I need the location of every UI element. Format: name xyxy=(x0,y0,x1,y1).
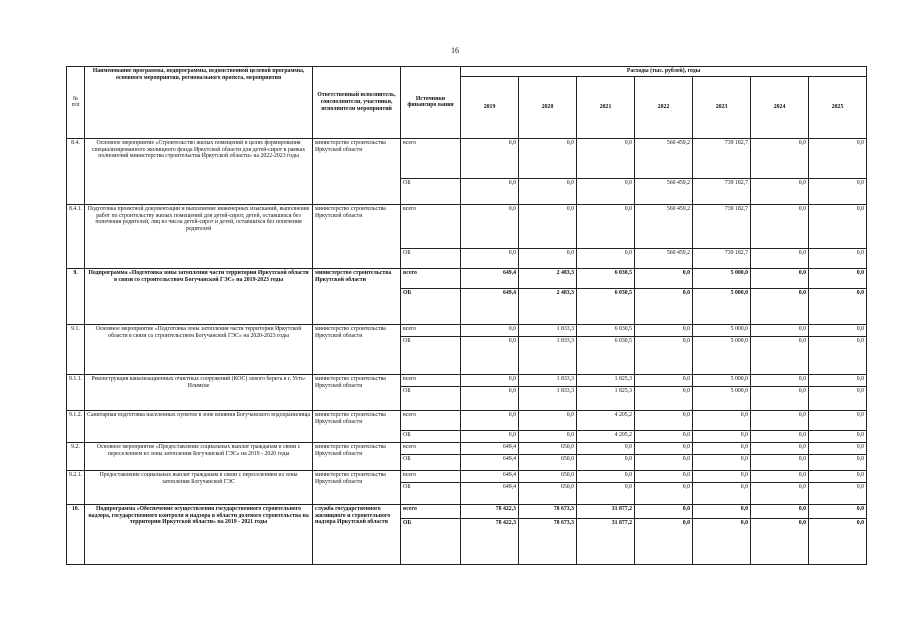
value-2025: 0,0 xyxy=(809,410,867,430)
value-2024: 0,0 xyxy=(751,336,809,374)
header-year-2023: 2023 xyxy=(693,76,751,138)
row-number: 9.2.1. xyxy=(67,470,85,504)
row-executor: министерство строительства Иркутской области xyxy=(313,374,401,410)
row-name: Подпрограмма «Обеспечение осуществления государственного строительного надзора, государственного контроля и надзора в области долевого строительства на территории Иркутской области» на 2019 - 2021 годы xyxy=(85,504,313,564)
value-2020: 1 833,3 xyxy=(519,324,577,336)
row-executor: министерство строительства Иркутской области xyxy=(313,138,401,204)
row-name: Предоставление социальных выплат гражданам в связи с переселением из зоны затопления Богучанской ГЭС xyxy=(85,470,313,504)
value-2020: 0,0 xyxy=(519,410,577,430)
value-2025: 0,0 xyxy=(809,430,867,442)
value-2020: 650,0 xyxy=(519,482,577,504)
row-executor: министерство строительства Иркутской области xyxy=(313,470,401,504)
table-row xyxy=(67,204,867,248)
row-number: 9.2. xyxy=(67,442,85,470)
value-2021: 0,0 xyxy=(577,138,635,178)
value-2021: 4 205,2 xyxy=(577,430,635,442)
value-2020: 1 833,3 xyxy=(519,386,577,410)
value-2021: 4 205,2 xyxy=(577,410,635,430)
value-2021: 0,0 xyxy=(577,454,635,470)
value-2023: 0,0 xyxy=(693,482,751,504)
value-2020: 2 483,3 xyxy=(519,288,577,324)
row-number: 9. xyxy=(67,268,85,324)
value-2023: 0,0 xyxy=(693,518,751,564)
value-2022: 0,0 xyxy=(635,454,693,470)
row-source: ОБ xyxy=(401,518,461,564)
value-2025: 0,0 xyxy=(809,204,867,248)
table-row xyxy=(67,504,867,518)
value-2023: 5 000,0 xyxy=(693,268,751,288)
row-source: всего xyxy=(401,138,461,178)
value-2021: 31 877,2 xyxy=(577,518,635,564)
value-2021: 0,0 xyxy=(577,470,635,482)
value-2020: 0,0 xyxy=(519,248,577,268)
value-2025: 0,0 xyxy=(809,324,867,336)
value-2023: 739 182,7 xyxy=(693,248,751,268)
value-2024: 0,0 xyxy=(751,268,809,288)
value-2025: 0,0 xyxy=(809,504,867,518)
value-2021: 6 030,5 xyxy=(577,336,635,374)
value-2024: 0,0 xyxy=(751,410,809,430)
row-source: ОБ xyxy=(401,430,461,442)
value-2023: 0,0 xyxy=(693,442,751,454)
value-2020: 2 483,3 xyxy=(519,268,577,288)
header-expenses: Расходы (тыс. рублей), годы xyxy=(461,67,867,77)
value-2020: 650,0 xyxy=(519,442,577,454)
row-name: Основное мероприятие «Подготовка зоны затопления части территории Иркутской области в связи со строительством Богучанской ГЭС» на 2020-2023 годы xyxy=(85,324,313,374)
table-row xyxy=(67,410,867,430)
header-name: Наименование программы, подпрограммы, ведомственной целевой программы, основного мероприятия, регионального проекта, мероприятия xyxy=(85,67,313,139)
row-number: 9.1.1. xyxy=(67,374,85,410)
value-2023: 5 000,0 xyxy=(693,288,751,324)
row-number: 10. xyxy=(67,504,85,564)
row-name: Подготовка проектной документации и выполнение инженерных изысканий, выполнение работ по строительству жилых помещений для детей-сирот, детей, оставшихся без попечения родителей, лиц из числа детей-сирот и детей, оставшихся без попечения родителей xyxy=(85,204,313,268)
row-executor: служба государственного жилищного и строительного надзора Иркутской области xyxy=(313,504,401,564)
header-year-2025: 2025 xyxy=(809,76,867,138)
value-2019: 0,0 xyxy=(461,430,519,442)
row-executor: министерство строительства Иркутской области xyxy=(313,268,401,324)
table-row xyxy=(67,442,867,454)
header-executor: Ответственный исполнитель, соисполнители, участники, исполнители мероприятий xyxy=(313,67,401,139)
value-2024: 0,0 xyxy=(751,518,809,564)
header-source: Источники финансиро вания xyxy=(401,67,461,139)
row-name: Санитарная подготовка населенных пунктов в зоне влияния Богучанского водохранилища xyxy=(85,410,313,442)
page-number: 16 xyxy=(451,46,459,55)
value-2019: 0,0 xyxy=(461,336,519,374)
value-2019: 0,0 xyxy=(461,374,519,386)
value-2022: 0,0 xyxy=(635,374,693,386)
value-2025: 0,0 xyxy=(809,386,867,410)
value-2022: 0,0 xyxy=(635,336,693,374)
value-2022: 560 459,2 xyxy=(635,248,693,268)
value-2019: 649,4 xyxy=(461,470,519,482)
value-2019: 0,0 xyxy=(461,204,519,248)
value-2021: 1 825,3 xyxy=(577,374,635,386)
row-number: 9.1. xyxy=(67,324,85,374)
row-source: ОБ xyxy=(401,482,461,504)
value-2019: 649,4 xyxy=(461,454,519,470)
value-2019: 0,0 xyxy=(461,178,519,204)
value-2023: 5 000,0 xyxy=(693,324,751,336)
value-2021: 6 030,5 xyxy=(577,268,635,288)
value-2024: 0,0 xyxy=(751,504,809,518)
value-2022: 560 459,2 xyxy=(635,204,693,248)
value-2023: 739 182,7 xyxy=(693,138,751,178)
value-2020: 0,0 xyxy=(519,138,577,178)
value-2021: 6 030,5 xyxy=(577,324,635,336)
value-2022: 0,0 xyxy=(635,268,693,288)
value-2024: 0,0 xyxy=(751,178,809,204)
row-name: Реконструкция канализационных очистных сооружений (КОС) левого берега в г. Усть-Илимске xyxy=(85,374,313,410)
header-year-2019: 2019 xyxy=(461,76,519,138)
value-2024: 0,0 xyxy=(751,324,809,336)
value-2020: 0,0 xyxy=(519,204,577,248)
row-source: всего xyxy=(401,470,461,482)
value-2019: 0,0 xyxy=(461,410,519,430)
table-row xyxy=(67,324,867,336)
value-2022: 0,0 xyxy=(635,386,693,410)
value-2025: 0,0 xyxy=(809,518,867,564)
value-2020: 1 833,3 xyxy=(519,374,577,386)
row-name: Подпрограмма «Подготовка зоны затопления части территории Иркутской области в связи со строительством Богучанской ГЭС» на 2019-2023 годы xyxy=(85,268,313,324)
row-source: ОБ xyxy=(401,336,461,374)
row-number: 8.4. xyxy=(67,138,85,204)
value-2025: 0,0 xyxy=(809,248,867,268)
row-source: всего xyxy=(401,324,461,336)
value-2020: 0,0 xyxy=(519,430,577,442)
header-num: № п/п xyxy=(67,67,85,139)
value-2023: 0,0 xyxy=(693,504,751,518)
value-2019: 0,0 xyxy=(461,248,519,268)
value-2025: 0,0 xyxy=(809,336,867,374)
row-source: всего xyxy=(401,374,461,386)
value-2025: 0,0 xyxy=(809,442,867,454)
row-source: всего xyxy=(401,504,461,518)
value-2019: 649,4 xyxy=(461,288,519,324)
value-2020: 650,0 xyxy=(519,470,577,482)
row-source: всего xyxy=(401,268,461,288)
value-2025: 0,0 xyxy=(809,482,867,504)
value-2024: 0,0 xyxy=(751,138,809,178)
row-source: всего xyxy=(401,204,461,248)
value-2022: 0,0 xyxy=(635,442,693,454)
value-2023: 5 000,0 xyxy=(693,386,751,410)
table-row xyxy=(67,138,867,178)
header-year-2020: 2020 xyxy=(519,76,577,138)
row-source: ОБ xyxy=(401,248,461,268)
value-2021: 0,0 xyxy=(577,442,635,454)
value-2024: 0,0 xyxy=(751,386,809,410)
value-2021: 6 030,5 xyxy=(577,288,635,324)
value-2023: 0,0 xyxy=(693,454,751,470)
value-2019: 78 422,3 xyxy=(461,504,519,518)
value-2024: 0,0 xyxy=(751,430,809,442)
table-row xyxy=(67,374,867,386)
value-2023: 5 000,0 xyxy=(693,336,751,374)
table-row xyxy=(67,268,867,288)
value-2022: 0,0 xyxy=(635,410,693,430)
value-2019: 0,0 xyxy=(461,386,519,410)
value-2021: 1 825,3 xyxy=(577,386,635,410)
value-2019: 649,4 xyxy=(461,268,519,288)
value-2019: 0,0 xyxy=(461,324,519,336)
row-source: ОБ xyxy=(401,178,461,204)
value-2019: 78 422,3 xyxy=(461,518,519,564)
value-2025: 0,0 xyxy=(809,454,867,470)
header-year-2024: 2024 xyxy=(751,76,809,138)
row-number: 8.4.1. xyxy=(67,204,85,268)
value-2021: 31 877,2 xyxy=(577,504,635,518)
value-2023: 739 182,7 xyxy=(693,204,751,248)
value-2024: 0,0 xyxy=(751,442,809,454)
value-2020: 78 673,3 xyxy=(519,504,577,518)
value-2022: 0,0 xyxy=(635,288,693,324)
value-2022: 0,0 xyxy=(635,430,693,442)
value-2025: 0,0 xyxy=(809,268,867,288)
row-source: ОБ xyxy=(401,386,461,410)
value-2021: 0,0 xyxy=(577,204,635,248)
value-2024: 0,0 xyxy=(751,204,809,248)
value-2022: 0,0 xyxy=(635,324,693,336)
budget-table xyxy=(66,66,867,565)
value-2024: 0,0 xyxy=(751,374,809,386)
value-2022: 560 459,2 xyxy=(635,138,693,178)
header-year-2022: 2022 xyxy=(635,76,693,138)
row-executor: министерство строительства Иркутской области xyxy=(313,204,401,268)
value-2019: 649,4 xyxy=(461,482,519,504)
value-2024: 0,0 xyxy=(751,248,809,268)
value-2024: 0,0 xyxy=(751,482,809,504)
value-2019: 0,0 xyxy=(461,138,519,178)
value-2020: 650,0 xyxy=(519,454,577,470)
value-2020: 0,0 xyxy=(519,178,577,204)
value-2022: 0,0 xyxy=(635,482,693,504)
value-2021: 0,0 xyxy=(577,178,635,204)
value-2024: 0,0 xyxy=(751,470,809,482)
value-2020: 78 673,3 xyxy=(519,518,577,564)
value-2025: 0,0 xyxy=(809,470,867,482)
row-executor: министерство строительства Иркутской области xyxy=(313,410,401,442)
row-name: Основное мероприятие «Предоставление социальных выплат гражданам в связи с переселением из зоны затопления Богучанской ГЭС» на 2019 - 2020 годы xyxy=(85,442,313,470)
value-2022: 560 459,2 xyxy=(635,178,693,204)
value-2019: 649,4 xyxy=(461,442,519,454)
value-2022: 0,0 xyxy=(635,470,693,482)
value-2025: 0,0 xyxy=(809,138,867,178)
value-2023: 739 182,7 xyxy=(693,178,751,204)
row-source: ОБ xyxy=(401,454,461,470)
row-executor: министерство строительства Иркутской области xyxy=(313,442,401,470)
value-2024: 0,0 xyxy=(751,288,809,324)
value-2023: 0,0 xyxy=(693,410,751,430)
value-2022: 0,0 xyxy=(635,518,693,564)
value-2024: 0,0 xyxy=(751,454,809,470)
row-source: всего xyxy=(401,410,461,430)
value-2021: 0,0 xyxy=(577,482,635,504)
row-name: Основное мероприятие «Строительство жилых помещений в целях формирования специализированного жилищного фонда Иркутской области для детей-сирот в рамках полномочий министерства строительства Иркутской области» на 2022-2023 годы xyxy=(85,138,313,204)
row-source: всего xyxy=(401,442,461,454)
value-2025: 0,0 xyxy=(809,374,867,386)
row-source: ОБ xyxy=(401,288,461,324)
header-year-2021: 2021 xyxy=(577,76,635,138)
value-2020: 1 833,3 xyxy=(519,336,577,374)
value-2023: 5 000,0 xyxy=(693,374,751,386)
value-2025: 0,0 xyxy=(809,288,867,324)
value-2022: 0,0 xyxy=(635,504,693,518)
row-executor: министерство строительства Иркутской области xyxy=(313,324,401,374)
value-2023: 0,0 xyxy=(693,430,751,442)
table-row xyxy=(67,470,867,482)
value-2025: 0,0 xyxy=(809,178,867,204)
value-2021: 0,0 xyxy=(577,248,635,268)
table-body xyxy=(67,138,867,564)
value-2023: 0,0 xyxy=(693,470,751,482)
row-number: 9.1.2. xyxy=(67,410,85,442)
